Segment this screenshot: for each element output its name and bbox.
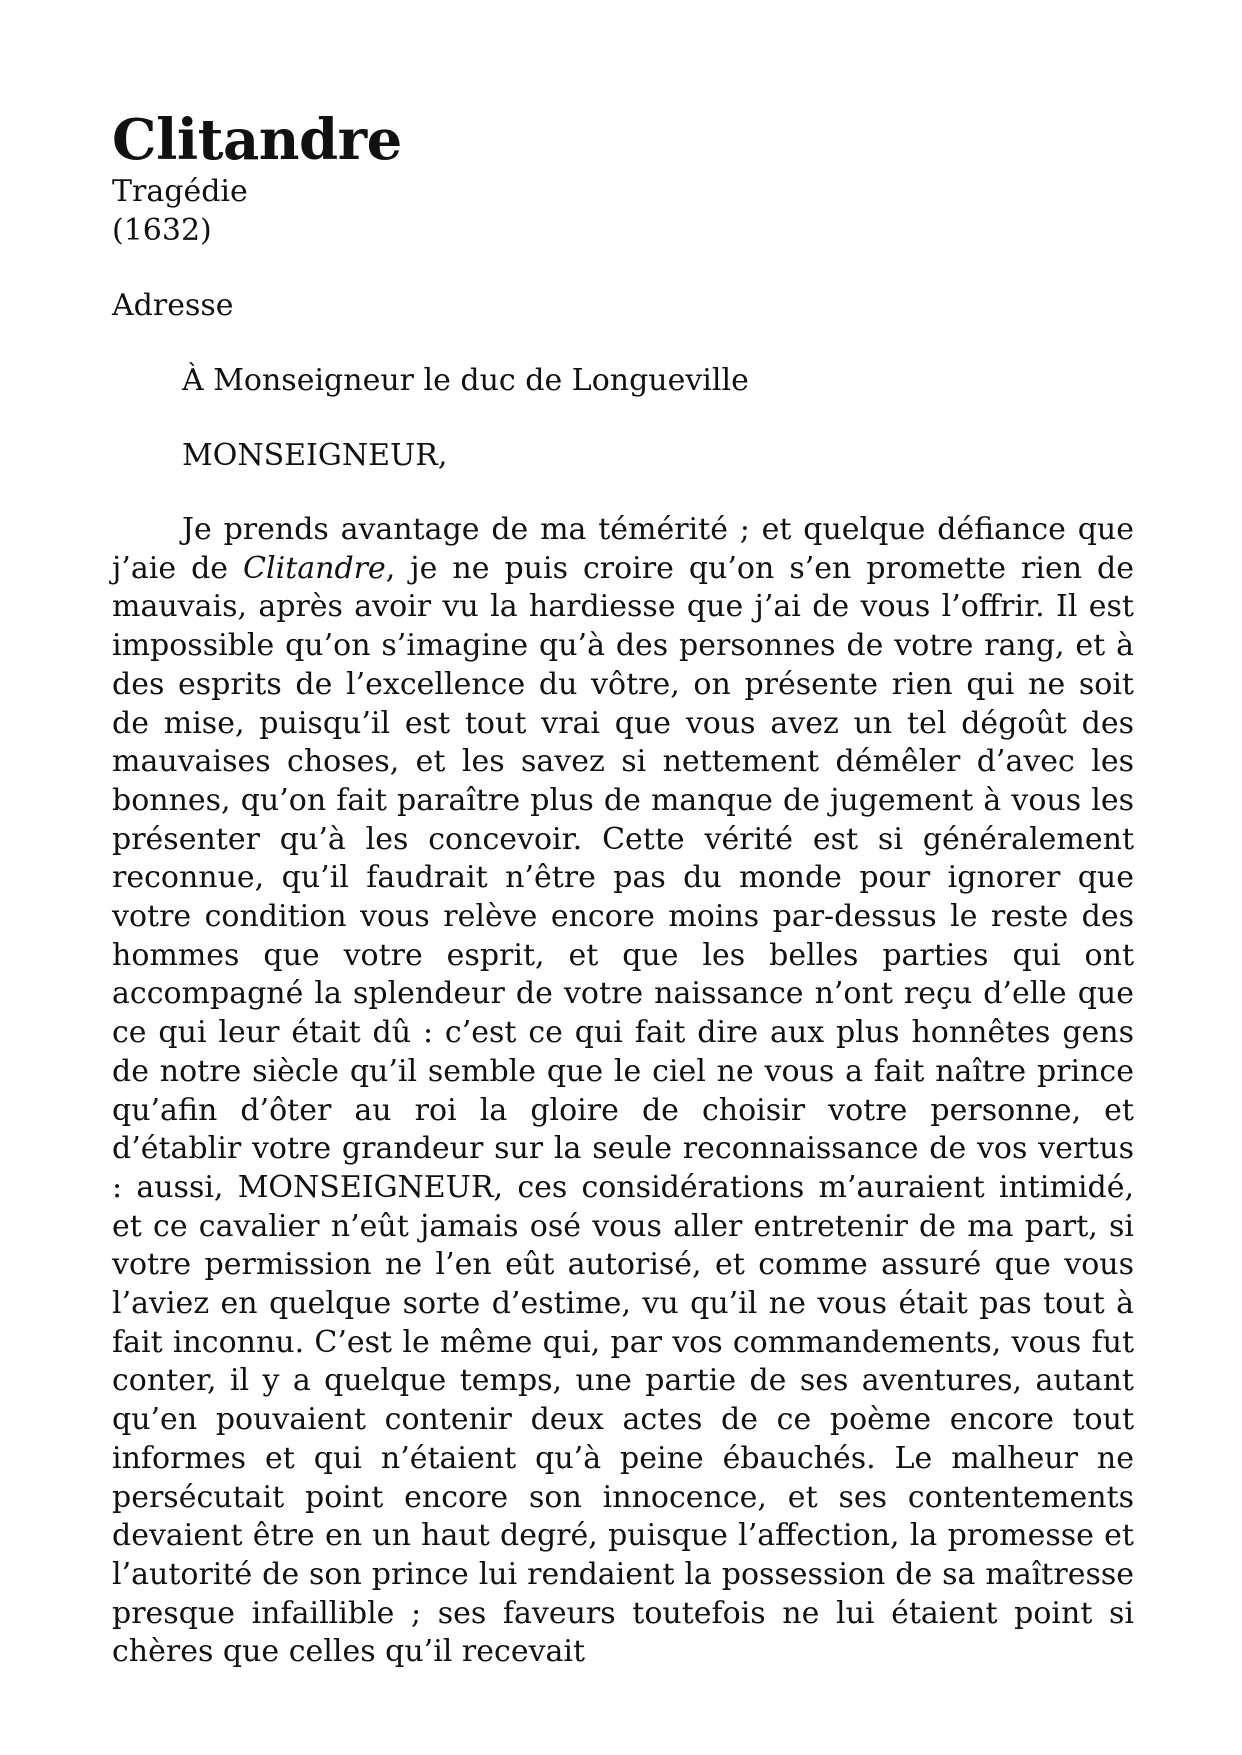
play-title-italic: Clitandre bbox=[243, 550, 386, 586]
document-subtitle: Tragédie bbox=[112, 174, 248, 209]
document-title: Clitandre bbox=[112, 107, 402, 173]
paragraph-text-start: Je prends avantage de ma témérité ; et quelque défiance que j’aie de bbox=[112, 512, 1134, 586]
document-page bbox=[112, 108, 1134, 1672]
dedication-line: À Monseigneur le duc de Longueville bbox=[182, 363, 749, 398]
body-paragraph bbox=[112, 511, 1134, 1672]
paragraph-text-rest: , je ne puis croire qu’on s’en promette rien de mauvais, après avoir vu la hardiesse que j’ai de vous l’offrir. Il est impossible qu’on s’imagine qu’à des personnes de votre rang, et à des esprits de l’excellence du vôtre, on présente rien qui ne soit de mise, puisqu’il est tout vrai que vous avez un tel dégoût des mauvaises choses, et les savez si nettement démêler d’avec les bonnes, qu’on fait paraître plus de manque de jugement à vous les présenter qu’à les concevoir. Cette vérité est si généralement reconnue, qu’il faudrait n’être pas du monde pour ignorer que votre condition vous relève encore moins par-dessus le reste des hommes que votre esprit, et que les belles parties qui ont accompagné la splendeur de votre naissance n’ont reçu d’elle que ce qui leur était dû : c’est ce qui fait dire aux plus honnêtes gens de notre siècle qu’il semble que le ciel ne vous a fait naître prince qu’afin d’ôter au roi la gloire de choisir votre personne, et d’établir votre grandeur sur la seule reconnaissance de vos vertus : aussi, MONSEIGNEUR, ces considérations m’auraient intimidé, et ce cavalier n’eût jamais osé vous aller entretenir de ma part, si votre permission ne l’en eût autorisé, et comme assuré que vous l’aviez en quelque sorte d’estime, vu qu’il ne vous était pas tout à fait inconnu. C’est le même qui, par vos commandements, vous fut conter, il y a quelque temps, une partie de ses aventures, autant qu’en pouvaient contenir deux actes de ce poème encore tout informes et qui n’étaient qu’à peine ébauchés. Le malheur ne persécutait point encore son innocence, et ses contentements devaient être en un haut degré, puisque l’affection, la promesse et l’autorité de son prince lui rendaient la possession de sa maîtresse presque infaillible ; ses faveurs toutefois ne lui étaient point si chères que celles qu’il recevait bbox=[112, 550, 1134, 1670]
document-date: (1632) bbox=[112, 213, 212, 248]
salutation: MONSEIGNEUR, bbox=[182, 438, 448, 473]
section-heading: Adresse bbox=[112, 288, 234, 323]
